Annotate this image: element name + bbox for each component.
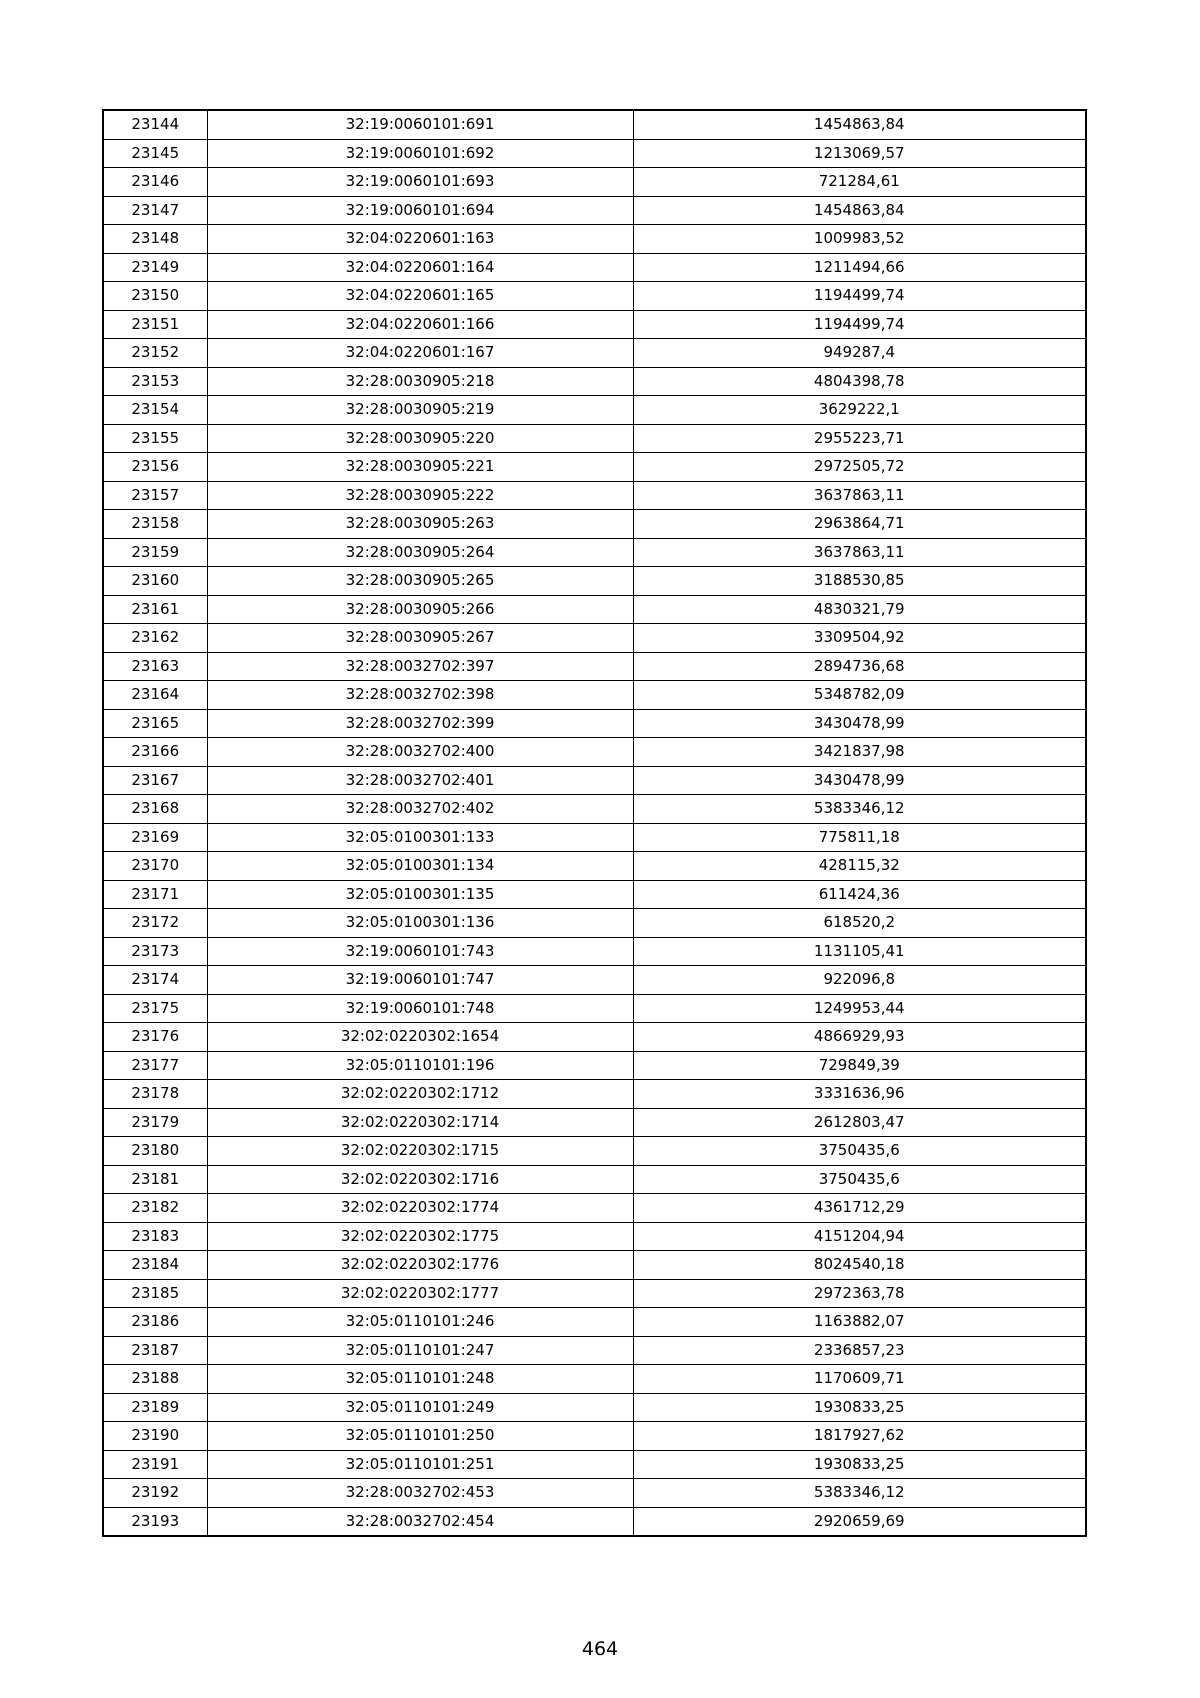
cadastral-number-cell: 32:28:0030905:266 <box>207 595 633 624</box>
row-number-cell: 23170 <box>103 852 207 881</box>
table-row <box>103 396 1086 425</box>
cadastral-number-cell: 32:28:0030905:220 <box>207 424 633 453</box>
table-row <box>103 453 1086 482</box>
cadastral-number-cell: 32:02:0220302:1775 <box>207 1222 633 1251</box>
cadastral-number-cell: 32:28:0032702:398 <box>207 681 633 710</box>
row-number-cell: 23161 <box>103 595 207 624</box>
row-number-cell: 23180 <box>103 1137 207 1166</box>
table-row <box>103 1507 1086 1536</box>
cadastral-value-cell: 1454863,84 <box>633 196 1086 225</box>
cadastral-number-cell: 32:05:0110101:196 <box>207 1051 633 1080</box>
table-row <box>103 1251 1086 1280</box>
cadastral-number-cell: 32:05:0110101:246 <box>207 1308 633 1337</box>
table-row <box>103 1365 1086 1394</box>
table-row <box>103 795 1086 824</box>
cadastral-number-cell: 32:05:0100301:134 <box>207 852 633 881</box>
cadastral-number-cell: 32:02:0220302:1714 <box>207 1108 633 1137</box>
table-row <box>103 1479 1086 1508</box>
row-number-cell: 23181 <box>103 1165 207 1194</box>
row-number-cell: 23168 <box>103 795 207 824</box>
cadastral-number-cell: 32:19:0060101:691 <box>207 110 633 139</box>
table-row <box>103 1080 1086 1109</box>
row-number-cell: 23164 <box>103 681 207 710</box>
cadastral-value-cell: 2336857,23 <box>633 1336 1086 1365</box>
table-row <box>103 766 1086 795</box>
cadastral-number-cell: 32:28:0030905:264 <box>207 538 633 567</box>
row-number-cell: 23153 <box>103 367 207 396</box>
table-row <box>103 1308 1086 1337</box>
cadastral-number-cell: 32:19:0060101:693 <box>207 168 633 197</box>
cadastral-value-cell: 4866929,93 <box>633 1023 1086 1052</box>
table-row <box>103 823 1086 852</box>
cadastral-number-cell: 32:05:0100301:133 <box>207 823 633 852</box>
row-number-cell: 23165 <box>103 709 207 738</box>
table-row <box>103 367 1086 396</box>
table-row <box>103 966 1086 995</box>
cadastral-value-cell: 3331636,96 <box>633 1080 1086 1109</box>
cadastral-value-cell: 4151204,94 <box>633 1222 1086 1251</box>
row-number-cell: 23183 <box>103 1222 207 1251</box>
table-row <box>103 139 1086 168</box>
cadastral-number-cell: 32:28:0032702:399 <box>207 709 633 738</box>
cadastral-value-cell: 428115,32 <box>633 852 1086 881</box>
cadastral-number-cell: 32:05:0110101:249 <box>207 1393 633 1422</box>
cadastral-value-cell: 3309504,92 <box>633 624 1086 653</box>
row-number-cell: 23174 <box>103 966 207 995</box>
cadastral-value-cell: 729849,39 <box>633 1051 1086 1080</box>
row-number-cell: 23146 <box>103 168 207 197</box>
cadastral-value-cell: 5383346,12 <box>633 795 1086 824</box>
cadastral-number-cell: 32:19:0060101:743 <box>207 937 633 966</box>
cadastral-value-cell: 2612803,47 <box>633 1108 1086 1137</box>
row-number-cell: 23159 <box>103 538 207 567</box>
row-number-cell: 23191 <box>103 1450 207 1479</box>
cadastral-number-cell: 32:28:0032702:402 <box>207 795 633 824</box>
cadastral-number-cell: 32:28:0032702:397 <box>207 652 633 681</box>
cadastral-value-cell: 1009983,52 <box>633 225 1086 254</box>
row-number-cell: 23193 <box>103 1507 207 1536</box>
row-number-cell: 23149 <box>103 253 207 282</box>
cadastral-value-cell: 3188530,85 <box>633 567 1086 596</box>
cadastral-number-cell: 32:28:0030905:265 <box>207 567 633 596</box>
row-number-cell: 23189 <box>103 1393 207 1422</box>
cadastral-value-cell: 1930833,25 <box>633 1450 1086 1479</box>
row-number-cell: 23184 <box>103 1251 207 1280</box>
table-row <box>103 538 1086 567</box>
table-row <box>103 909 1086 938</box>
cadastral-value-cell: 721284,61 <box>633 168 1086 197</box>
table-row <box>103 880 1086 909</box>
table-row <box>103 481 1086 510</box>
row-number-cell: 23160 <box>103 567 207 596</box>
table-row <box>103 652 1086 681</box>
cadastral-value-cell: 1163882,07 <box>633 1308 1086 1337</box>
table-row <box>103 681 1086 710</box>
cadastral-value-cell: 1817927,62 <box>633 1422 1086 1451</box>
row-number-cell: 23173 <box>103 937 207 966</box>
row-number-cell: 23169 <box>103 823 207 852</box>
cadastral-number-cell: 32:05:0100301:136 <box>207 909 633 938</box>
cadastral-value-table <box>102 109 1087 1537</box>
cadastral-value-cell: 1194499,74 <box>633 310 1086 339</box>
cadastral-number-cell: 32:28:0030905:221 <box>207 453 633 482</box>
row-number-cell: 23192 <box>103 1479 207 1508</box>
page-number: 464 <box>581 1638 619 1660</box>
cadastral-number-cell: 32:19:0060101:747 <box>207 966 633 995</box>
row-number-cell: 23182 <box>103 1194 207 1223</box>
table-row <box>103 196 1086 225</box>
cadastral-value-cell: 5383346,12 <box>633 1479 1086 1508</box>
row-number-cell: 23176 <box>103 1023 207 1052</box>
row-number-cell: 23152 <box>103 339 207 368</box>
cadastral-value-cell: 922096,8 <box>633 966 1086 995</box>
cadastral-number-cell: 32:02:0220302:1716 <box>207 1165 633 1194</box>
cadastral-value-cell: 3421837,98 <box>633 738 1086 767</box>
table-row <box>103 510 1086 539</box>
cadastral-value-cell: 1930833,25 <box>633 1393 1086 1422</box>
table-body <box>103 110 1086 1536</box>
cadastral-value-cell: 1170609,71 <box>633 1365 1086 1394</box>
table-row <box>103 1450 1086 1479</box>
table-row <box>103 1023 1086 1052</box>
table-row <box>103 994 1086 1023</box>
cadastral-number-cell: 32:05:0110101:248 <box>207 1365 633 1394</box>
cadastral-value-cell: 611424,36 <box>633 880 1086 909</box>
cadastral-number-cell: 32:02:0220302:1776 <box>207 1251 633 1280</box>
table-row <box>103 852 1086 881</box>
table-row <box>103 624 1086 653</box>
cadastral-value-cell: 775811,18 <box>633 823 1086 852</box>
cadastral-number-cell: 32:02:0220302:1777 <box>207 1279 633 1308</box>
cadastral-value-cell: 2920659,69 <box>633 1507 1086 1536</box>
cadastral-value-cell: 3430478,99 <box>633 709 1086 738</box>
cadastral-number-cell: 32:28:0032702:453 <box>207 1479 633 1508</box>
cadastral-number-cell: 32:02:0220302:1715 <box>207 1137 633 1166</box>
cadastral-value-cell: 3637863,11 <box>633 481 1086 510</box>
table-row <box>103 110 1086 139</box>
row-number-cell: 23158 <box>103 510 207 539</box>
cadastral-number-cell: 32:02:0220302:1774 <box>207 1194 633 1223</box>
table-row <box>103 595 1086 624</box>
cadastral-number-cell: 32:28:0030905:218 <box>207 367 633 396</box>
row-number-cell: 23185 <box>103 1279 207 1308</box>
cadastral-value-cell: 1131105,41 <box>633 937 1086 966</box>
cadastral-value-cell: 949287,4 <box>633 339 1086 368</box>
cadastral-value-cell: 2972505,72 <box>633 453 1086 482</box>
cadastral-number-cell: 32:04:0220601:166 <box>207 310 633 339</box>
table-row <box>103 937 1086 966</box>
row-number-cell: 23171 <box>103 880 207 909</box>
table-row <box>103 1222 1086 1251</box>
table-row <box>103 1051 1086 1080</box>
cadastral-value-cell: 618520,2 <box>633 909 1086 938</box>
cadastral-number-cell: 32:05:0110101:247 <box>207 1336 633 1365</box>
table-row <box>103 567 1086 596</box>
table-row <box>103 1165 1086 1194</box>
cadastral-number-cell: 32:28:0030905:263 <box>207 510 633 539</box>
cadastral-value-cell: 2955223,71 <box>633 424 1086 453</box>
row-number-cell: 23157 <box>103 481 207 510</box>
row-number-cell: 23144 <box>103 110 207 139</box>
cadastral-number-cell: 32:28:0032702:400 <box>207 738 633 767</box>
row-number-cell: 23186 <box>103 1308 207 1337</box>
cadastral-value-cell: 2972363,78 <box>633 1279 1086 1308</box>
row-number-cell: 23177 <box>103 1051 207 1080</box>
cadastral-value-cell: 5348782,09 <box>633 681 1086 710</box>
table-row <box>103 282 1086 311</box>
cadastral-value-cell: 8024540,18 <box>633 1251 1086 1280</box>
cadastral-value-cell: 1249953,44 <box>633 994 1086 1023</box>
cadastral-number-cell: 32:05:0100301:135 <box>207 880 633 909</box>
cadastral-number-cell: 32:28:0032702:454 <box>207 1507 633 1536</box>
table-row <box>103 1108 1086 1137</box>
cadastral-value-cell: 4830321,79 <box>633 595 1086 624</box>
cadastral-number-cell: 32:04:0220601:164 <box>207 253 633 282</box>
cadastral-value-cell: 4804398,78 <box>633 367 1086 396</box>
cadastral-value-cell: 1211494,66 <box>633 253 1086 282</box>
cadastral-number-cell: 32:05:0110101:251 <box>207 1450 633 1479</box>
table-row <box>103 253 1086 282</box>
row-number-cell: 23148 <box>103 225 207 254</box>
table-row <box>103 339 1086 368</box>
cadastral-value-cell: 1213069,57 <box>633 139 1086 168</box>
row-number-cell: 23167 <box>103 766 207 795</box>
cadastral-number-cell: 32:19:0060101:692 <box>207 139 633 168</box>
row-number-cell: 23178 <box>103 1080 207 1109</box>
cadastral-value-cell: 3629222,1 <box>633 396 1086 425</box>
row-number-cell: 23150 <box>103 282 207 311</box>
row-number-cell: 23156 <box>103 453 207 482</box>
cadastral-value-cell: 3750435,6 <box>633 1165 1086 1194</box>
table-row <box>103 738 1086 767</box>
table-row <box>103 1422 1086 1451</box>
cadastral-number-cell: 32:28:0030905:219 <box>207 396 633 425</box>
cadastral-number-cell: 32:28:0032702:401 <box>207 766 633 795</box>
row-number-cell: 23190 <box>103 1422 207 1451</box>
row-number-cell: 23162 <box>103 624 207 653</box>
table-row <box>103 1393 1086 1422</box>
row-number-cell: 23188 <box>103 1365 207 1394</box>
table-row <box>103 225 1086 254</box>
cadastral-number-cell: 32:04:0220601:167 <box>207 339 633 368</box>
row-number-cell: 23187 <box>103 1336 207 1365</box>
table-row <box>103 310 1086 339</box>
row-number-cell: 23172 <box>103 909 207 938</box>
cadastral-number-cell: 32:19:0060101:694 <box>207 196 633 225</box>
cadastral-number-cell: 32:02:0220302:1654 <box>207 1023 633 1052</box>
row-number-cell: 23155 <box>103 424 207 453</box>
cadastral-number-cell: 32:04:0220601:163 <box>207 225 633 254</box>
row-number-cell: 23179 <box>103 1108 207 1137</box>
cadastral-value-cell: 3750435,6 <box>633 1137 1086 1166</box>
cadastral-value-cell: 2894736,68 <box>633 652 1086 681</box>
table-row <box>103 1194 1086 1223</box>
row-number-cell: 23166 <box>103 738 207 767</box>
table-row <box>103 168 1086 197</box>
row-number-cell: 23163 <box>103 652 207 681</box>
table-row <box>103 709 1086 738</box>
table-row <box>103 1279 1086 1308</box>
row-number-cell: 23147 <box>103 196 207 225</box>
cadastral-value-cell: 3637863,11 <box>633 538 1086 567</box>
cadastral-value-cell: 4361712,29 <box>633 1194 1086 1223</box>
cadastral-number-cell: 32:05:0110101:250 <box>207 1422 633 1451</box>
table-row <box>103 1137 1086 1166</box>
cadastral-value-cell: 2963864,71 <box>633 510 1086 539</box>
cadastral-number-cell: 32:02:0220302:1712 <box>207 1080 633 1109</box>
cadastral-value-cell: 1454863,84 <box>633 110 1086 139</box>
cadastral-number-cell: 32:19:0060101:748 <box>207 994 633 1023</box>
cadastral-value-cell: 1194499,74 <box>633 282 1086 311</box>
cadastral-number-cell: 32:28:0030905:267 <box>207 624 633 653</box>
table-row <box>103 1336 1086 1365</box>
table-row <box>103 424 1086 453</box>
row-number-cell: 23151 <box>103 310 207 339</box>
row-number-cell: 23175 <box>103 994 207 1023</box>
cadastral-number-cell: 32:28:0030905:222 <box>207 481 633 510</box>
row-number-cell: 23145 <box>103 139 207 168</box>
cadastral-number-cell: 32:04:0220601:165 <box>207 282 633 311</box>
cadastral-value-cell: 3430478,99 <box>633 766 1086 795</box>
row-number-cell: 23154 <box>103 396 207 425</box>
